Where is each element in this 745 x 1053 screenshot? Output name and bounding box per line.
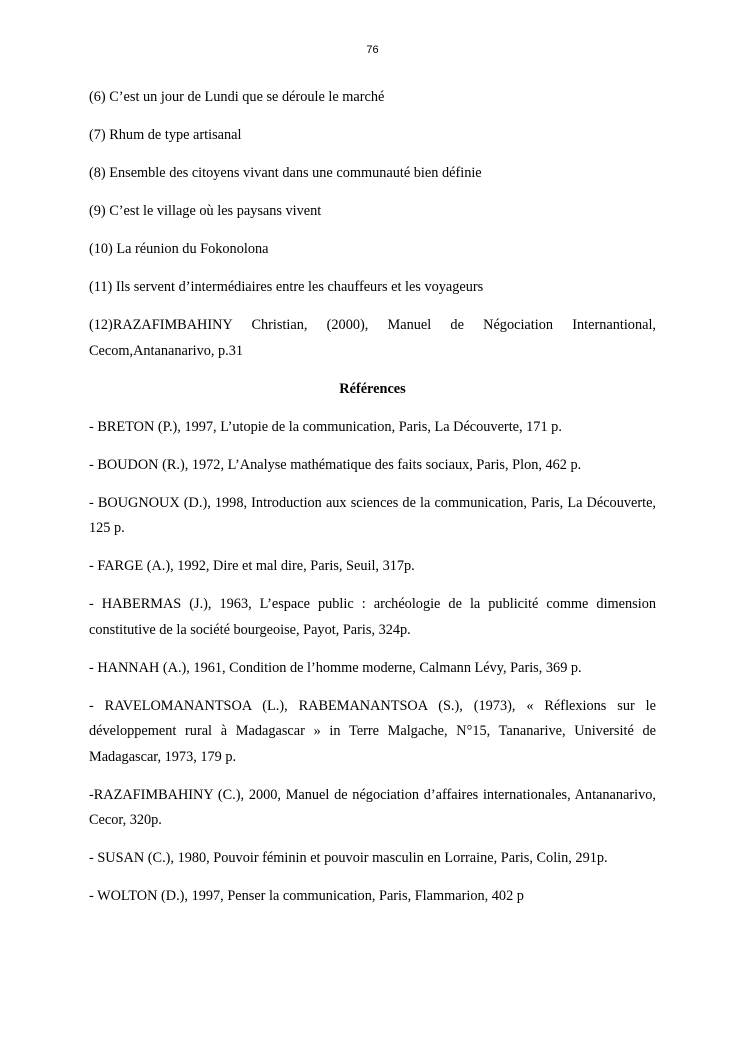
note-10: (10) La réunion du Fokonolona [89,241,269,257]
reference-item: - HABERMAS (J.), 1963, L’espace public : archéologie de la publicité comme dimension constitutive de la société bourgeoise, Payot, Paris, 324p. [89,596,656,638]
note-7: (7) Rhum de type artisanal [89,127,242,143]
note-11: (11) Ils servent d’intermédiaires entre les chauffeurs et les voyageurs [89,279,484,295]
page-number: 76 [366,44,379,56]
reference-item: - BRETON (P.), 1997, L’utopie de la communication, Paris, La Découverte, 171 p. [89,418,562,435]
note-9: (9) C’est le village où les paysans vivent [89,203,322,219]
reference-item: -RAZAFIMBAHINY (C.), 2000, Manuel de négociation d’affaires internationales, Antananarivo, Cecor, 320p. [89,786,656,828]
reference-item: - BOUGNOUX (D.), 1998, Introduction aux sciences de la communication, Paris, La Découverte, 125 p. [89,494,656,536]
reference-item: - HANNAH (A.), 1961, Condition de l’homme moderne, Calmann Lévy, Paris, 369 p. [89,659,582,676]
reference-item: - BOUDON (R.), 1972, L’Analyse mathématique des faits sociaux, Paris, Plon, 462 p. [89,456,582,473]
reference-item: - RAVELOMANANTSOA (L.), RABEMANANTSOA (S.), (1973), « Réflexions sur le développement rural à Madagascar » in Terre Malgache, N°15, Tananarive, Université de Madagascar, 1973, 179 p. [89,697,656,765]
note-6: (6) C’est un jour de Lundi que se déroule le marché [89,89,385,105]
references-heading: Références [339,380,406,397]
reference-item: - FARGE (A.), 1992, Dire et mal dire, Paris, Seuil, 317p. [89,558,415,574]
reference-item: - SUSAN (C.), 1980, Pouvoir féminin et pouvoir masculin en Lorraine, Paris, Colin, 291p. [89,850,608,866]
page-content [89,85,656,922]
note-8: (8) Ensemble des citoyens vivant dans une communauté bien définie [89,165,482,181]
note-12: (12)RAZAFIMBAHINY Christian, (2000), Manuel de Négociation Internantional, Cecom,Antananarivo, p.31 [89,317,656,359]
reference-item: - WOLTON (D.), 1997, Penser la communication, Paris, Flammarion, 402 p [89,888,524,904]
